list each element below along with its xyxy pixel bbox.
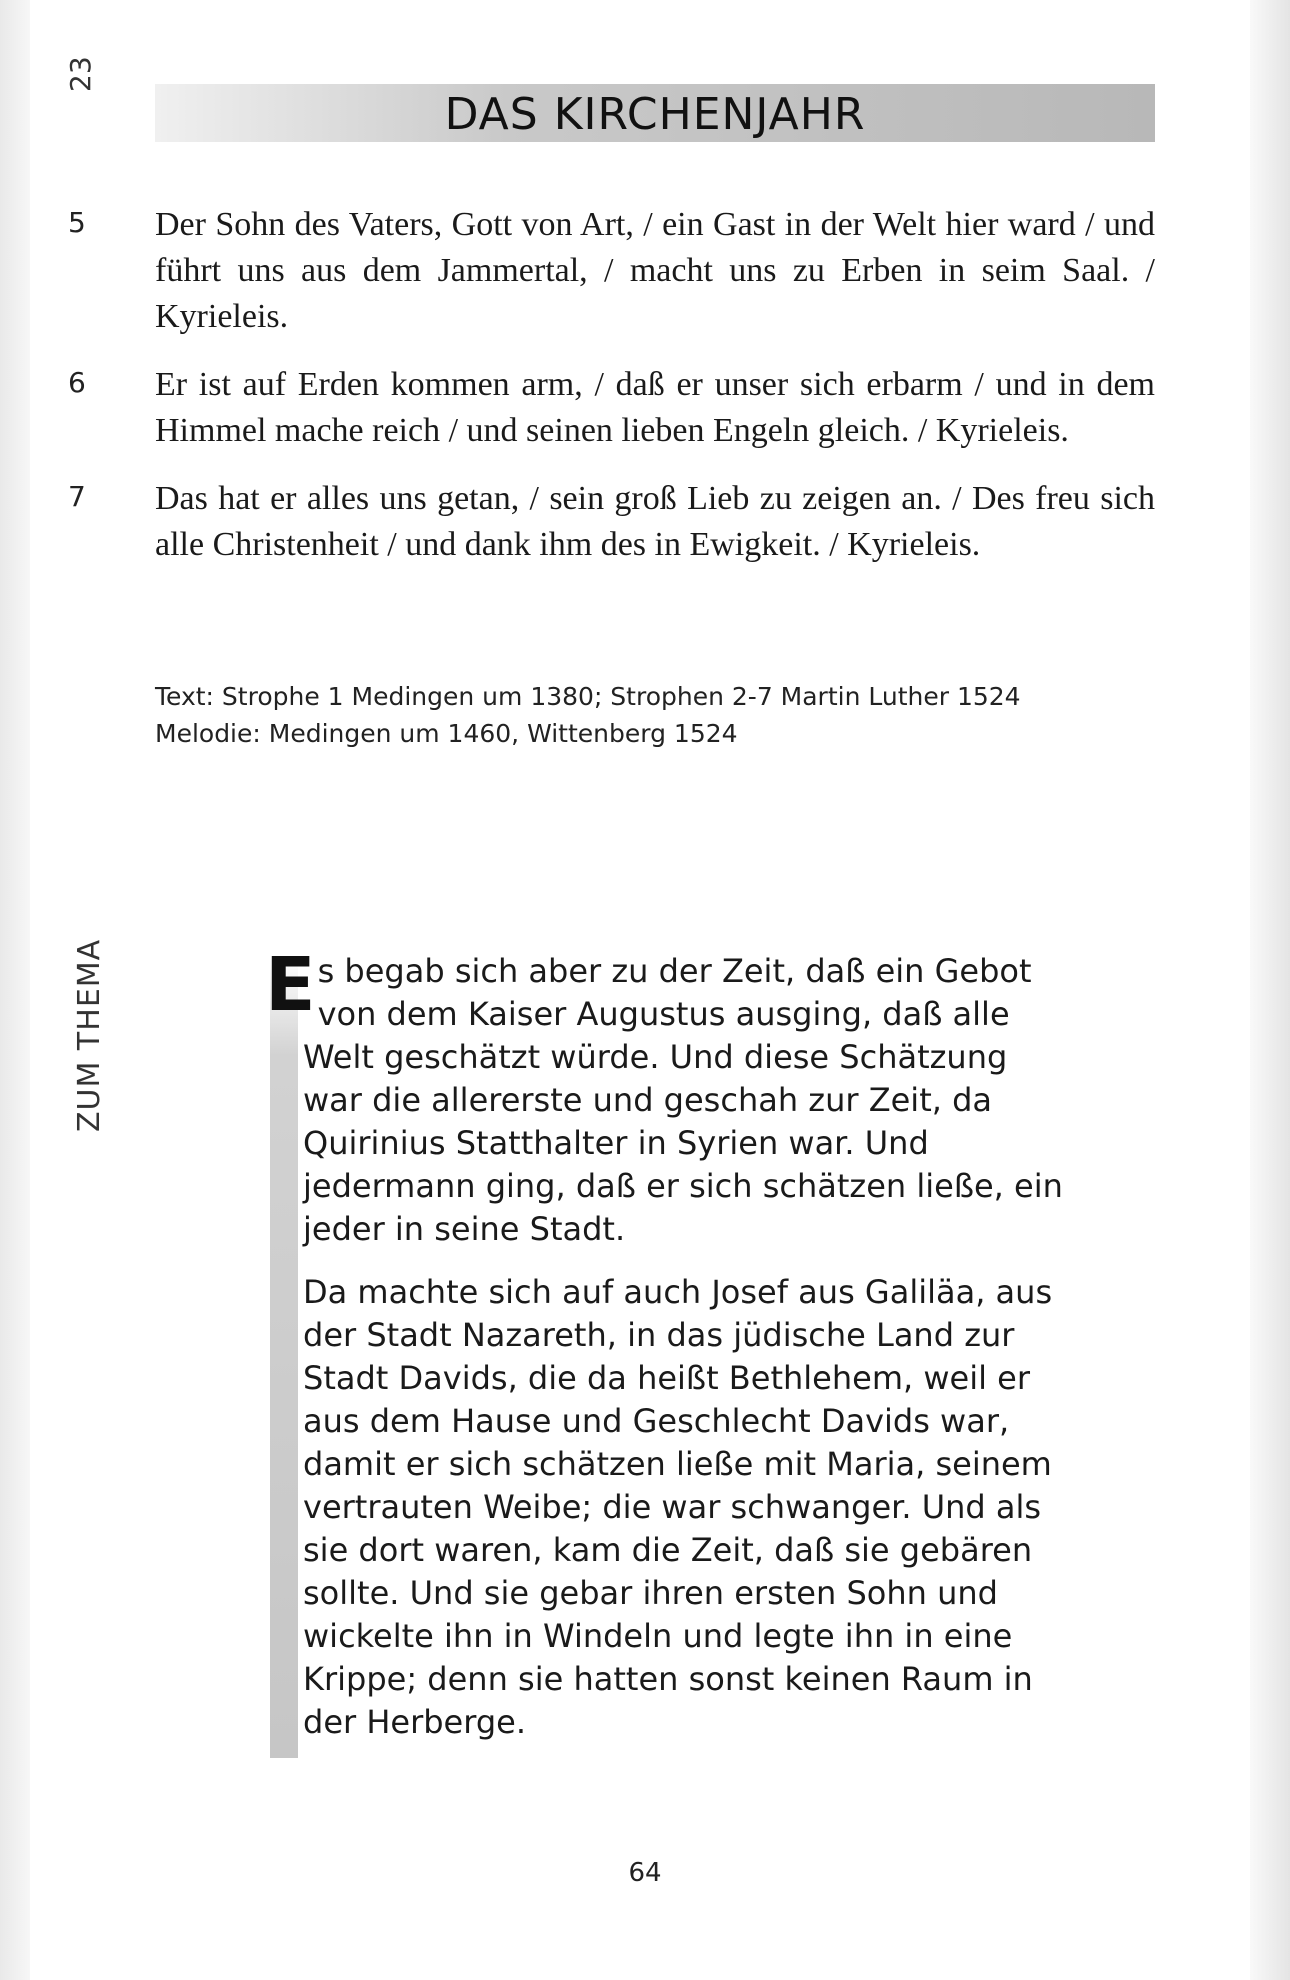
- gospel-paragraph: Da machte sich auf auch Josef aus Galiläa, aus der Stadt Nazareth, in das jüdische Land zur Stadt Davids, die da heißt Bethlehem, weil er aus dem Hause und Geschlecht Davids war, damit er sich schätzen ließe mit Maria, seinem vertrauten Weibe; die war schwanger. Und als sie dort waren, kam die Zeit, daß sie gebären sollte. Und sie gebar ihren ersten Sohn und wickelte ihn in Windeln und legte ihn in eine Krippe; denn sie hatten sonst keinen Raum in der Herberge.: [303, 1273, 1053, 1741]
- side-section-label: ZUM THEMA: [72, 938, 107, 1132]
- gospel-passage: [265, 942, 1065, 1764]
- gospel-paragraph: [265, 942, 1065, 1251]
- verse-text: Er ist auf Erden kommen arm, / daß er unser sich erbarm / und in dem Himmel mache reich / und seinen lieben Engeln gleich. / Kyrieleis.: [155, 366, 1155, 449]
- page-title: DAS KIRCHENJAHR: [444, 89, 866, 140]
- verse-number: 6: [68, 366, 86, 399]
- hymn-verses: [60, 202, 1160, 590]
- verse-number: 5: [68, 206, 86, 239]
- page-edge-left: [0, 0, 30, 1980]
- hymn-credits: [155, 678, 1155, 752]
- side-page-number: 23: [64, 56, 97, 92]
- verse: [60, 476, 1160, 568]
- verse-text: Der Sohn des Vaters, Gott von Art, / ein Gast in der Welt hier ward / und führt uns aus dem Jammertal, / macht uns zu Erben in seim Saal. / Kyrieleis.: [155, 206, 1155, 335]
- verse-number: 7: [68, 480, 86, 513]
- verse: [60, 362, 1160, 454]
- verse: [60, 202, 1160, 340]
- melody-credit: Melodie: Medingen um 1460, Wittenberg 1524: [155, 719, 738, 748]
- drop-cap: E: [265, 942, 316, 1028]
- text-credit: Text: Strophe 1 Medingen um 1380; Strophen 2-7 Martin Luther 1524: [155, 682, 1021, 711]
- page-edge-right: [1250, 0, 1290, 1980]
- verse-text: Das hat er alles uns getan, / sein groß Lieb zu zeigen an. / Des freu sich alle Christenheit / und dank ihm des in Ewigkeit. / Kyrieleis.: [155, 480, 1155, 563]
- gospel-paragraph-text: s begab sich aber zu der Zeit, daß ein Gebot von dem Kaiser Augustus ausging, daß alle Welt geschätzt würde. Und diese Schätzung war die allererste und geschah zur Zeit, da Quirinius Statthalter in Syrien war. Und jedermann ging, daß er sich schätzen ließe, ein jeder in seine Stadt.: [303, 952, 1063, 1248]
- footer-page-number: 64: [628, 1858, 662, 1888]
